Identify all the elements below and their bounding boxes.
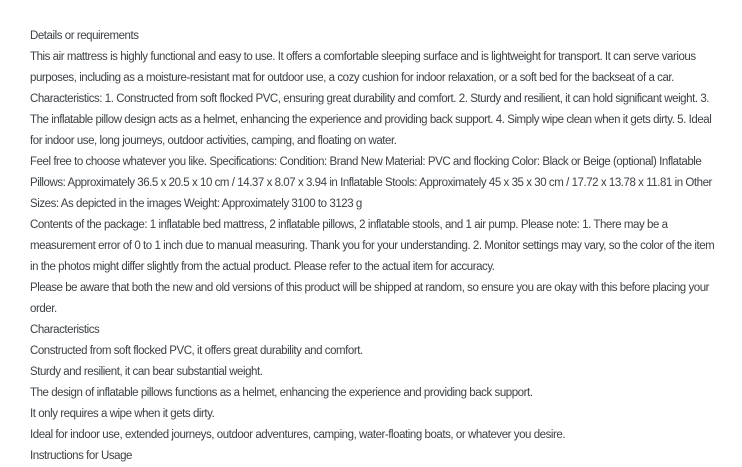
description-subheading: Characteristics xyxy=(30,324,100,336)
description-title: Details or requirements xyxy=(30,30,139,42)
description-subheading: Instructions for Usage xyxy=(30,450,132,462)
description-paragraph: Contents of the package: 1 inflatable bed mattress, 2 inflatable pillows, 2 inflatable stools, and 1 air pump. Please note: 1. There may be a measurement error of 0 to 1 inch due to manual measuring. Thank you for your understanding. 2. Monitor settings may vary, so the color of the item in the photos might differ slightly from the actual product. Please refer to the actual item for accuracy. xyxy=(30,219,715,273)
description-paragraph: Ideal for indoor use, extended journeys, outdoor adventures, camping, water-floating boats, or whatever you desire. xyxy=(30,429,566,441)
description-paragraph: Feel free to choose whatever you like. Specifications: Condition: Brand New Material: PVC and flocking Color: Black or Beige (optional) Inflatable Pillows: Approximately 36.5 x 20.5 x 10 cm / 14.37 x 8.07 x 3.94 in Inflatable Stools: Approximately 45 x 35 x 30 cm / 17.72 x 13.78 x 11.81 in Other Sizes: As depicted in the images Weight: Approximately 3100 to 3123 g xyxy=(30,156,712,210)
description-paragraph: This air mattress is highly functional and easy to use. It offers a comfortable sleeping surface and is lightweight for transport. It can serve various purposes, including as a moisture-resistant mat for outdoor use, a cozy cushion for indoor relaxation, or a soft bed for the backseat of a car. xyxy=(30,51,696,84)
description-paragraph: Please be aware that both the new and old versions of this product will be shipped at random, so ensure you are okay with this before placing your order. xyxy=(30,282,710,315)
description-paragraph: Sturdy and resilient, it can bear substantial weight. xyxy=(30,366,263,378)
description-paragraph: Constructed from soft flocked PVC, it offers great durability and comfort. xyxy=(30,345,363,357)
description-paragraph: Characteristics: 1. Constructed from soft flocked PVC, ensuring great durability and comfort. 2. Sturdy and resilient, it can hold significant weight. 3. The inflatable pillow design acts as a helmet, enhancing the experience and providing back support. 4. Simply wipe clean when it gets dirty. 5. Ideal for indoor use, long journeys, outdoor activities, camping, and floating on water. xyxy=(30,93,712,147)
description-paragraph: The design of inflatable pillows functions as a helmet, enhancing the experience and providing back support. xyxy=(30,387,533,399)
description-paragraph: It only requires a wipe when it gets dirty. xyxy=(30,408,215,420)
